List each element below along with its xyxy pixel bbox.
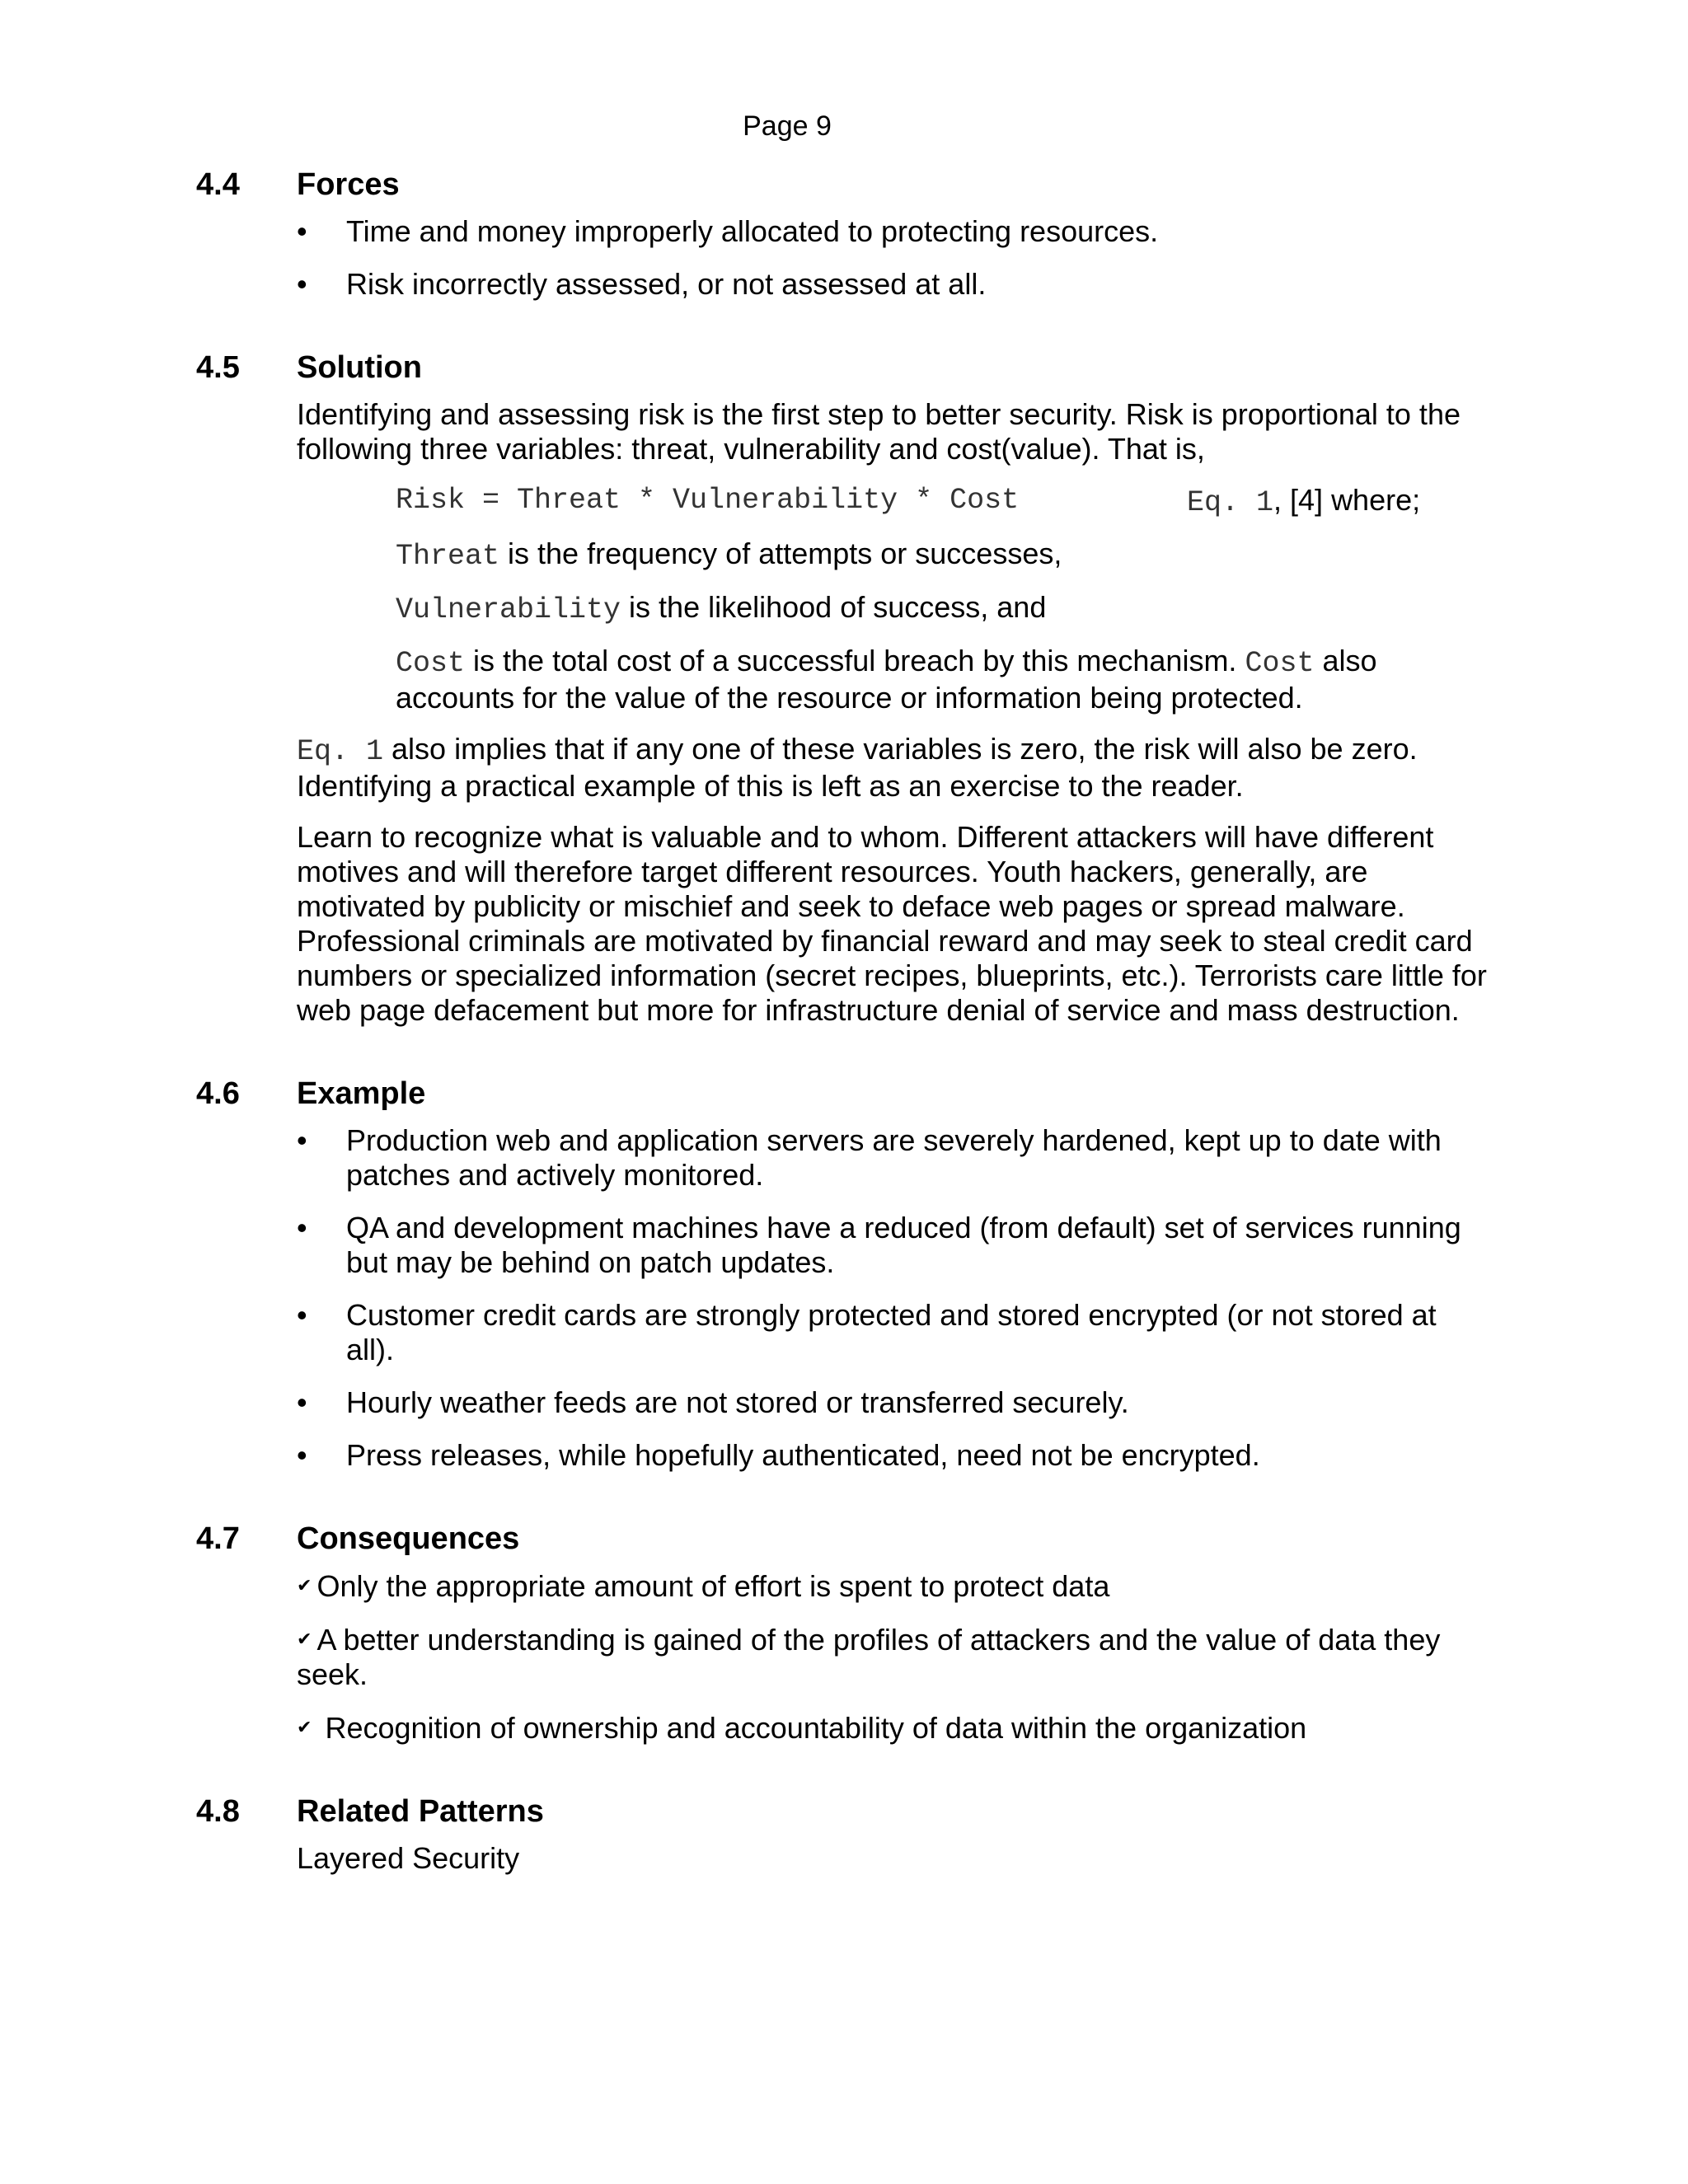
list-item: • Press releases, while hopefully authenticated, need not be encrypted. <box>297 1438 1260 1472</box>
section-number: 4.4 <box>196 167 240 202</box>
threat-definition: Threat is the frequency of attempts or successes, <box>396 537 1062 573</box>
page-number: Page 9 <box>743 110 832 142</box>
bullet-icon: • <box>297 214 307 248</box>
bullet-icon: • <box>297 1211 307 1244</box>
section-heading <box>196 165 1490 204</box>
forces-list <box>297 214 1490 302</box>
section-forces <box>196 165 1490 302</box>
cost-definition: Cost is the total cost of a successful breach by this mechanism. Cost also accounts for the value of the resource or information being protected. <box>396 644 1377 715</box>
section-heading <box>196 1074 1490 1113</box>
section-number: 4.5 <box>196 350 240 385</box>
section-example <box>196 1074 1490 1473</box>
document-content <box>196 165 1490 1892</box>
list-item: • QA and development machines have a reduced (from default) set of services running but may be behind on patch updates. <box>297 1211 1461 1279</box>
checkmark-icon: ✔ <box>297 1629 312 1649</box>
section-number: 4.8 <box>196 1794 240 1829</box>
section-number: 4.6 <box>196 1076 240 1111</box>
equation-ref: Eq. 1 <box>1187 486 1274 519</box>
section-solution <box>196 348 1490 1028</box>
section-title: Forces <box>297 167 400 202</box>
section-related-patterns <box>196 1792 1490 1876</box>
section-title: Consequences <box>297 1521 520 1556</box>
section-heading <box>196 1519 1490 1558</box>
attackers-paragraph: Learn to recognize what is valuable and to whom. Different attackers will have different motives and will therefore target different resources. Youth hackers, generally, are motivated by publicity or mischief and seek to deface web pages or spread malware. Professional criminals are motivated by financial reward and may seek to steal credit card numbers or specialized information (secret recipes, blueprints, etc.). Terrorists care little for web page defacement but more for infrastructure denial of service and mass destruction. <box>297 820 1487 1027</box>
section-number: 4.7 <box>196 1521 240 1556</box>
checkmark-icon: ✔ <box>297 1717 312 1737</box>
bullet-icon: • <box>297 267 307 301</box>
list-item: ✔ A better understanding is gained of the profiles of attackers and the value of data they seek. <box>297 1623 1441 1691</box>
list-item: • Hourly weather feeds are not stored or transferred securely. <box>297 1385 1129 1419</box>
bullet-icon: • <box>297 1298 307 1332</box>
related-pattern-text: Layered Security <box>297 1841 520 1875</box>
section-heading <box>196 348 1490 387</box>
bullet-icon: • <box>297 1438 307 1472</box>
vulnerability-definition: Vulnerability is the likelihood of success, and <box>396 590 1047 626</box>
consequences-list <box>297 1568 1490 1746</box>
example-list <box>297 1123 1490 1473</box>
bullet-icon: • <box>297 1385 307 1419</box>
equation: Risk = Threat * Vulnerability * Cost <box>396 484 1020 517</box>
section-title: Related Patterns <box>297 1794 544 1829</box>
equation-block <box>396 483 1490 715</box>
solution-intro: Identifying and assessing risk is the first step to better security. Risk is proportional to the following three variables: threat, vulnerability and cost(value). That is, <box>297 397 1461 466</box>
equation-suffix: , [4] where; <box>1273 483 1421 517</box>
list-item: ✔ Only the appropriate amount of effort is spent to protect data <box>297 1569 1110 1603</box>
section-heading <box>196 1792 1490 1831</box>
section-title: Solution <box>297 350 422 385</box>
list-item: ✔ Recognition of ownership and accountability of data within the organization <box>297 1711 1307 1745</box>
section-consequences <box>196 1519 1490 1746</box>
zero-risk-paragraph: Eq. 1 also implies that if any one of these variables is zero, the risk will also be zero. Identifying a practical example of this is left as an exercise to the reader. <box>297 732 1418 803</box>
section-title: Example <box>297 1076 426 1111</box>
list-item: • Production web and application servers are severely hardened, kept up to date with patches and actively monitored. <box>297 1123 1442 1192</box>
list-item: • Customer credit cards are strongly protected and stored encrypted (or not stored at all). <box>297 1298 1437 1366</box>
checkmark-icon: ✔ <box>297 1575 312 1596</box>
list-item: • Time and money improperly allocated to protecting resources. <box>297 214 1159 248</box>
equation-line <box>396 483 1490 520</box>
list-item: • Risk incorrectly assessed, or not assessed at all. <box>297 267 987 301</box>
bullet-icon: • <box>297 1123 307 1157</box>
